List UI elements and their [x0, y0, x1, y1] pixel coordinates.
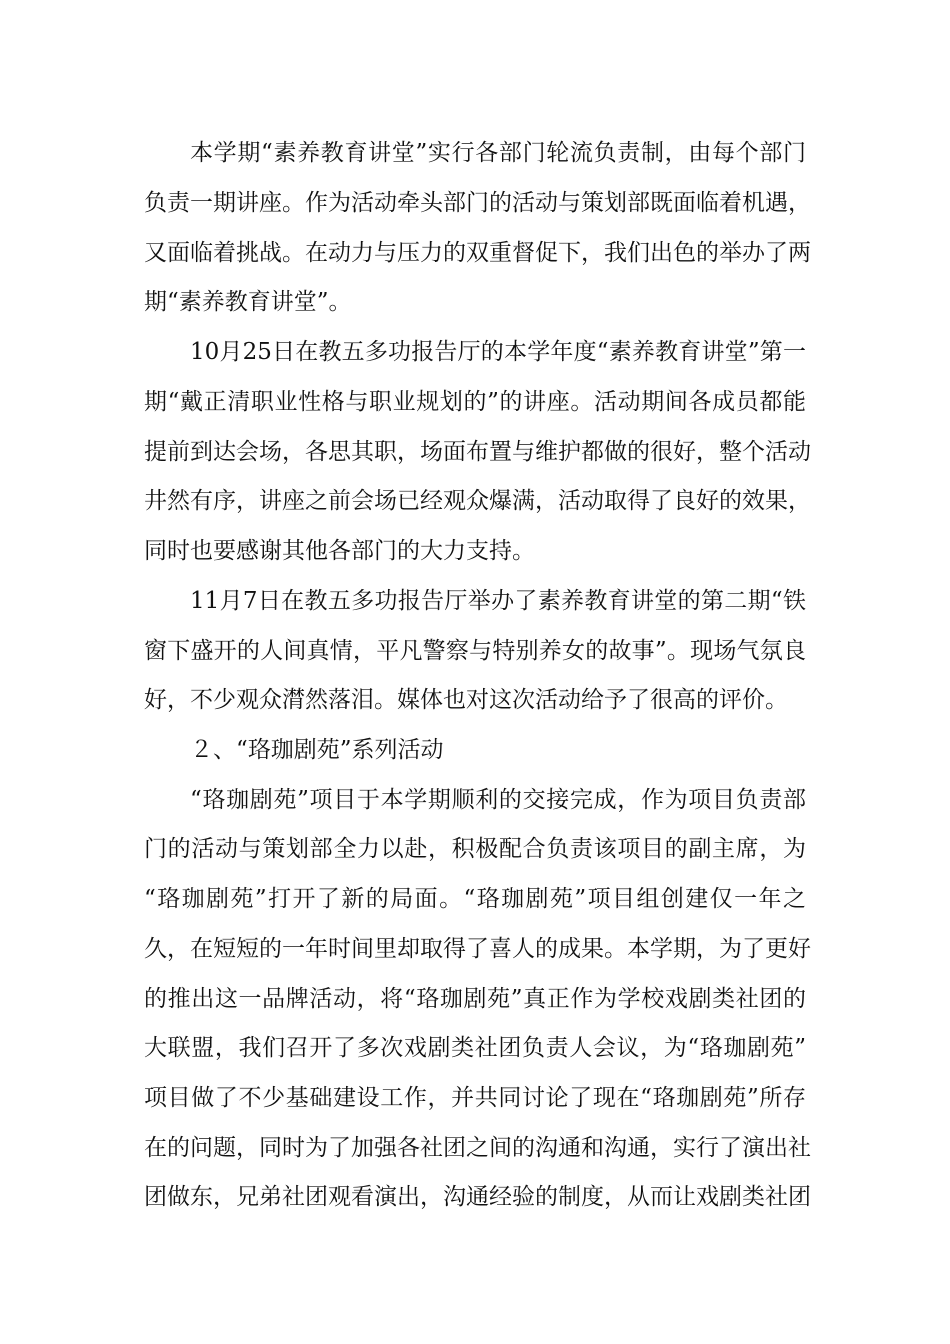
paragraph-2-line-4: 井然有序，讲座之前会场已经观众爆满，活动取得了良好的效果，: [144, 488, 811, 514]
paragraph-4-line-8: 在的问题，同时为了加强各社团之间的沟通和沟通，实行了演出社: [144, 1135, 811, 1161]
paragraph-4-line-3: “珞珈剧苑”打开了新的局面。“珞珈剧苑”项目组创建仅一年之: [144, 886, 806, 912]
paragraph-1-line-2: 负责一期讲座。作为活动牵头部门的活动与策划部既面临着机遇，: [144, 190, 811, 216]
paragraph-4-line-7: 项目做了不少基础建设工作，并共同讨论了现在“珞珈剧苑”所存: [144, 1085, 806, 1111]
paragraph-3-line-3: 好，不少观众潸然落泪。媒体也对这次活动给予了很高的评价。: [144, 687, 788, 713]
paragraph-3-line-1: 11月7日在教五多功报告厅举办了素养教育讲堂的第二期“铁: [190, 588, 806, 614]
paragraph-2-line-3: 提前到达会场，各思其职，场面布置与维护都做的很好，整个活动: [144, 439, 811, 465]
section-heading: ２、“珞珈剧苑”系列活动: [190, 737, 444, 763]
paragraph-2-line-2: 期“戴正清职业性格与职业规划的”的讲座。活动期间各成员都能: [144, 389, 806, 415]
paragraph-1-line-3: 又面临着挑战。在动力与压力的双重督促下，我们出色的举办了两: [144, 240, 811, 266]
paragraph-4-line-9: 团做东，兄弟社团观看演出，沟通经验的制度，从而让戏剧类社团: [144, 1184, 811, 1210]
paragraph-4-line-2: 门的活动与策划部全力以赴，积极配合负责该项目的副主席，为: [144, 836, 806, 862]
paragraph-4-line-1: “珞珈剧苑”项目于本学期顺利的交接完成，作为项目负责部: [190, 787, 806, 813]
paragraph-1-line-4: 期“素养教育讲堂”。: [144, 289, 352, 315]
paragraph-4-line-6: 大联盟，我们召开了多次戏剧类社团负责人会议，为“珞珈剧苑”: [144, 1035, 806, 1061]
paragraph-2-line-5: 同时也要感谢其他各部门的大力支持。: [144, 538, 535, 564]
paragraph-4-line-4: 久，在短短的一年时间里却取得了喜人的成果。本学期，为了更好: [144, 936, 811, 962]
paragraph-1-line-1: 本学期“素养教育讲堂”实行各部门轮流负责制，由每个部门: [190, 140, 806, 166]
paragraph-2-line-1: 10月25日在教五多功报告厅的本学年度“素养教育讲堂”第一: [190, 339, 806, 365]
paragraph-3-line-2: 窗下盛开的人间真情，平凡警察与特别养女的故事”。现场气氛良: [144, 638, 806, 664]
paragraph-4-line-5: 的推出这一品牌活动，将“珞珈剧苑”真正作为学校戏剧类社团的: [144, 986, 806, 1012]
